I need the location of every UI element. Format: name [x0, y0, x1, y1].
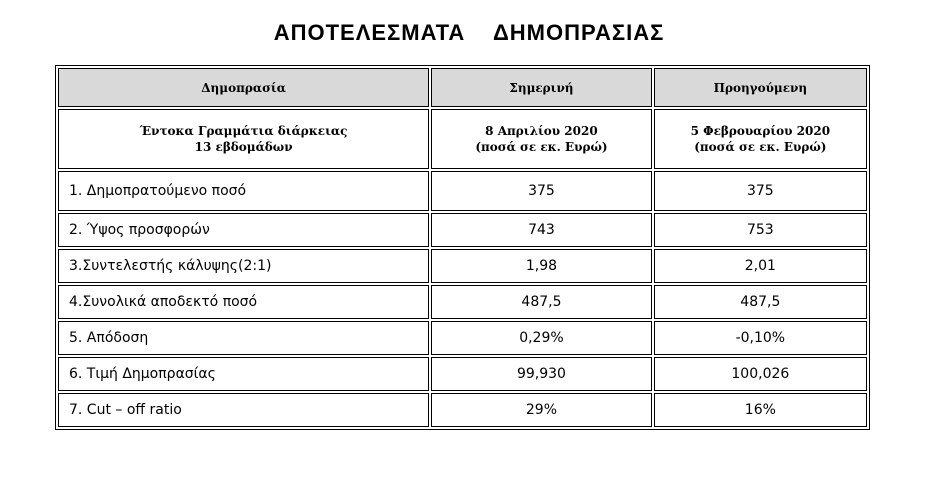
row-previous: 16% [654, 393, 867, 427]
row-label: 3.Συντελεστής κάλυψης(2:1) [58, 249, 429, 283]
table-row [58, 393, 867, 427]
row-label: 6. Τιμή Δημοπρασίας [58, 357, 429, 391]
table-row [58, 321, 867, 355]
header-current: Σημερινή [431, 68, 651, 107]
table-subheader-row [58, 109, 867, 169]
header-previous: Προηγούμενη [654, 68, 867, 107]
row-label: 5. Απόδοση [58, 321, 429, 355]
row-previous: 753 [654, 213, 867, 247]
subheader-previous-date [654, 109, 867, 169]
subheader-instrument [58, 109, 429, 169]
row-label: 2. Ύψος προσφορών [58, 213, 429, 247]
table-row [58, 213, 867, 247]
row-previous: 487,5 [654, 285, 867, 319]
row-previous: 2,01 [654, 249, 867, 283]
row-current: 0,29% [431, 321, 651, 355]
table-row [58, 171, 867, 211]
row-current: 29% [431, 393, 651, 427]
subheader-current-date [431, 109, 651, 169]
page-title: ΑΠΟΤΕΛΕΣΜΑΤΑ ΔΗΜΟΠΡΑΣΙΑΣ [273, 20, 665, 45]
table-row [58, 357, 867, 391]
table-row [58, 285, 867, 319]
row-current: 743 [431, 213, 651, 247]
row-current: 375 [431, 171, 651, 211]
row-current: 1,98 [431, 249, 651, 283]
current-date: 8 Απριλίου 2020 [485, 124, 598, 138]
row-previous: -0,10% [654, 321, 867, 355]
previous-units: (ποσά σε εκ. Ευρώ) [694, 140, 827, 154]
row-label: 4.Συνολικά αποδεκτό ποσό [58, 285, 429, 319]
instrument-line-1: Έντοκα Γραμμάτια διάρκειας [139, 124, 348, 138]
row-current: 487,5 [431, 285, 651, 319]
auction-results-table [55, 65, 870, 430]
row-current: 99,930 [431, 357, 651, 391]
row-label: 7. Cut – off ratio [58, 393, 429, 427]
instrument-line-2: 13 εβδομάδων [194, 140, 293, 154]
current-units: (ποσά σε εκ. Ευρώ) [475, 140, 608, 154]
row-previous: 100,026 [654, 357, 867, 391]
header-auction: Δημοπρασία [58, 68, 429, 107]
table-header-row [58, 68, 867, 107]
table-row [58, 249, 867, 283]
row-previous: 375 [654, 171, 867, 211]
previous-date: 5 Φεβρουαρίου 2020 [690, 124, 831, 138]
row-label: 1. Δημοπρατούμενο ποσό [58, 171, 429, 211]
